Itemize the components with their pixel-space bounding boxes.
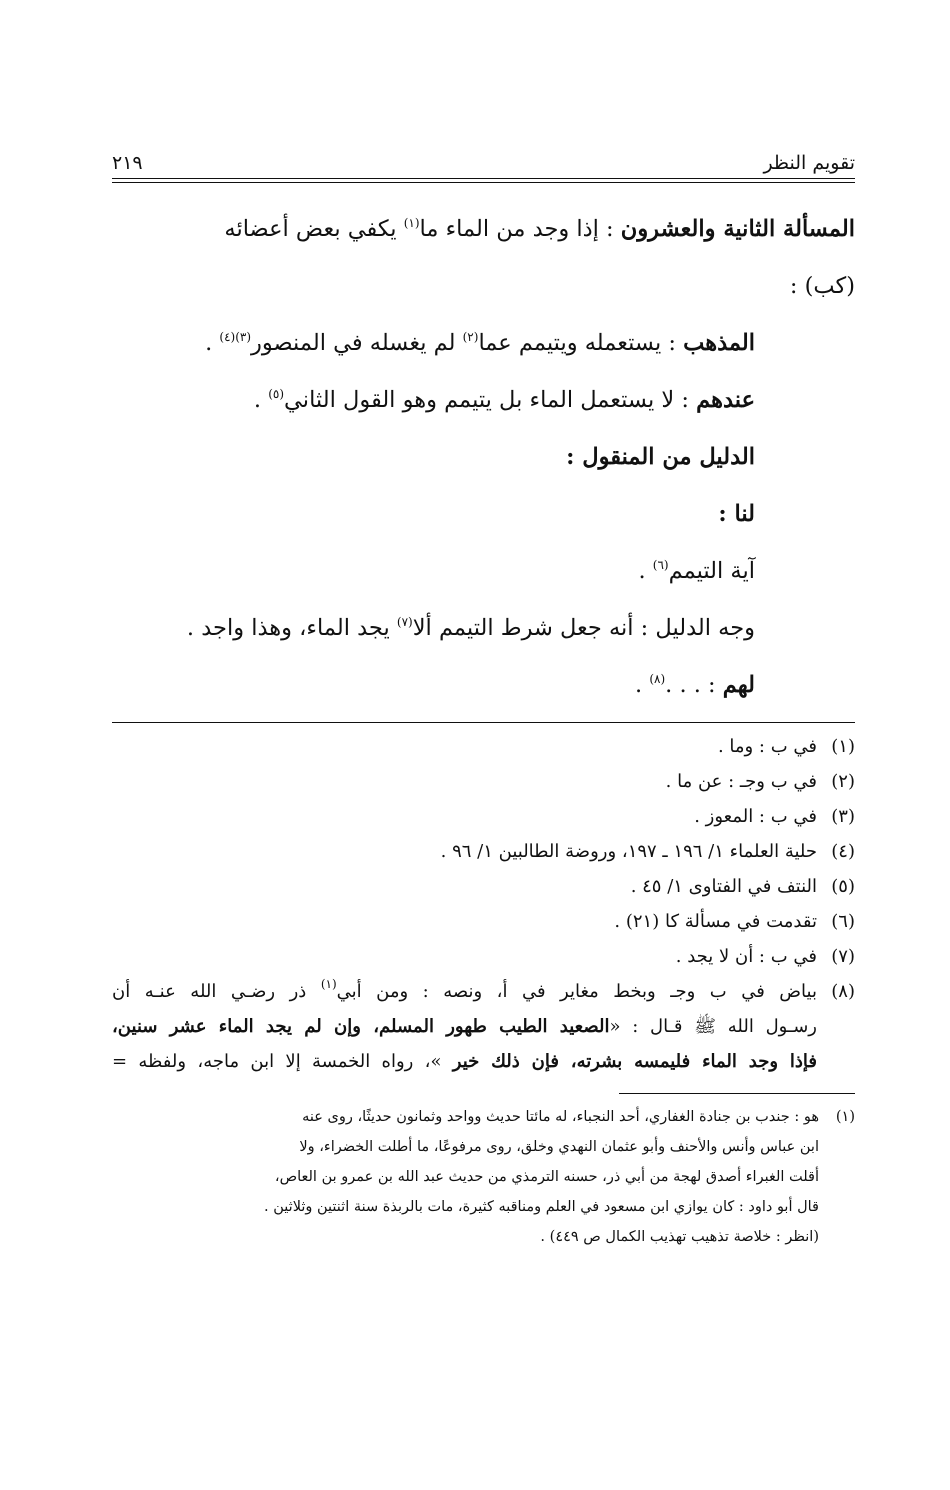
indahum-label: عندهم xyxy=(696,387,755,413)
ayah-text: آية التيمم xyxy=(668,558,755,584)
wajh-text-2: يجد الماء، وهذا واجد . xyxy=(186,615,397,641)
ayah-end: . xyxy=(638,558,653,584)
book-page xyxy=(112,140,855,1252)
sub-footnote-rule xyxy=(619,1093,855,1094)
footnote-8-line xyxy=(112,974,817,1009)
madhhab-line xyxy=(112,315,855,372)
lahum-line xyxy=(112,657,855,714)
footnote-ref: (٣)(٤) xyxy=(219,330,252,344)
header-rule xyxy=(112,178,855,183)
indahum-end: . xyxy=(253,387,269,413)
footnote-text: في ب : أن لا يجد . xyxy=(675,946,817,967)
footnote-8-line xyxy=(112,1009,817,1044)
footnote-number: (٨) xyxy=(831,981,855,1002)
indahum-text: : لا يستعمل الماء بل يتيمم وهو القول الثاني xyxy=(284,387,689,413)
sub-footnote-line xyxy=(112,1102,855,1132)
indahum-line xyxy=(112,372,855,429)
wajh-line xyxy=(112,600,855,657)
issue-line-2: (كب) : xyxy=(789,273,855,299)
footnote-ref: (١) xyxy=(320,977,337,991)
footnote-8-text: ذر رضـي الله عنـه أن xyxy=(112,981,321,1002)
footnote-text: في ب وجـ : عن ما . xyxy=(665,771,817,792)
footnote-ref: (٢) xyxy=(462,330,479,344)
lahum-label: لهم xyxy=(722,672,755,698)
footnote-ref: (٥) xyxy=(268,387,285,401)
footnote-number: (٣) xyxy=(831,806,855,827)
footnote-number: (٥) xyxy=(831,876,855,897)
footnote-text: تقدمت في مسألة كا (٢١) . xyxy=(614,911,817,932)
footnote-item xyxy=(112,869,855,904)
issue-text-1: : إذا وجد من الماء ما xyxy=(419,216,614,242)
issue-line xyxy=(112,201,855,258)
page-number: ٢١٩ xyxy=(112,152,143,174)
madhhab-text-2: لم يغسله في المنصور xyxy=(251,330,463,356)
footnote-8-line xyxy=(112,1044,817,1079)
book-title: تقويم النظر xyxy=(763,152,855,174)
footnote-text: في ب : وما . xyxy=(717,736,817,757)
footnote-text: في ب : المعوز . xyxy=(694,806,817,827)
footnote-item xyxy=(112,939,855,974)
footnote-number: (٢) xyxy=(831,771,855,792)
sub-footnote-line: قال أبو داود : كان يوازي ابن مسعود في العلم ومناقبه كثيرة، مات بالربذة سنة اثنتين وثلاثين . xyxy=(264,1199,819,1215)
madhhab-end: . xyxy=(205,330,220,356)
hadith-text: الصعيد الطيب طهور المسلم، وإن لم يجد الماء عشر سنين، xyxy=(112,1016,610,1037)
sub-footnote-text: هو : جندب بن جنادة الغفاري، أحد النجباء، له مائتا حديث وواحد وثمانون حديثًا، روى عنه xyxy=(302,1109,819,1125)
footnote-item xyxy=(112,729,855,764)
footnote-item xyxy=(112,764,855,799)
sub-footnote-number: (١) xyxy=(835,1109,855,1125)
footnote-8-text: »، رواه الخمسة إلا ابن ماجه، ولفظه = xyxy=(112,1051,453,1072)
lahum-end: . xyxy=(635,672,650,698)
footnote-number: (٤) xyxy=(831,841,855,862)
issue-text-2: يكفي بعض أعضائه xyxy=(224,216,404,242)
madhhab-text-1: : يستعمله ويتيمم عما xyxy=(478,330,676,356)
footnote-ref: (٨) xyxy=(649,672,666,686)
footnote-item xyxy=(112,904,855,939)
sub-footnote-line: ابن عباس وأنس والأحنف وأبو عثمان النهدي وخلق، روى مرفوعًا، ما أطلت الخضراء، ولا xyxy=(299,1139,819,1155)
sub-footnote xyxy=(112,1102,855,1252)
footnote-text: النتف في الفتاوى ١/ ٤٥ . xyxy=(630,876,817,897)
lana-label: لنا : xyxy=(718,501,755,527)
footnote-ref: (٧) xyxy=(396,615,413,629)
ayah-line xyxy=(112,543,855,600)
sub-footnote-line: أقلت الغبراء أصدق لهجة من أبي ذر، حسنه الترمذي من حديث عبد الله بن عمرو بن العاص، xyxy=(274,1169,819,1185)
footnote-number: (٧) xyxy=(831,946,855,967)
sub-footnote-line: (انظر : خلاصة تذهيب تهذيب الكمال ص ٤٤٩) . xyxy=(540,1229,819,1245)
footnote-number: (١) xyxy=(831,736,855,757)
footnote-ref: (٦) xyxy=(652,558,669,572)
footnote-text: حلية العلماء ١/ ١٩٦ ـ ١٩٧، وروضة الطالبين ١/ ٩٦ . xyxy=(440,841,817,862)
footnote-8-body xyxy=(112,974,817,1079)
madhhab-label: المذهب xyxy=(683,330,755,356)
footnote-item xyxy=(112,799,855,834)
lahum-text: : . . . xyxy=(665,672,716,698)
footnote-8-text: رسـول الله ﷺ قـال : « xyxy=(609,1016,817,1037)
footnote-8-text: بياض في ب وجـ وبخط مغاير في أ، ونصه : ومن أبي xyxy=(336,981,817,1002)
main-text xyxy=(112,201,855,714)
footnote-list xyxy=(112,729,855,1079)
footnote-number: (٦) xyxy=(831,911,855,932)
footnote-rule xyxy=(112,722,855,723)
hadith-text: فإذا وجد الماء فليمسه بشرته، فإن ذلك خير xyxy=(452,1051,817,1072)
footnote-item xyxy=(112,834,855,869)
wajh-text-1: وجه الدليل : أنه جعل شرط التيمم ألا xyxy=(412,615,755,641)
footnote-ref: (١) xyxy=(403,216,420,230)
evidence-heading: الدليل من المنقول : xyxy=(566,444,755,470)
issue-heading: المسألة الثانية والعشرون xyxy=(620,216,855,242)
running-header xyxy=(112,140,855,174)
footnote-item-8 xyxy=(112,974,855,1079)
